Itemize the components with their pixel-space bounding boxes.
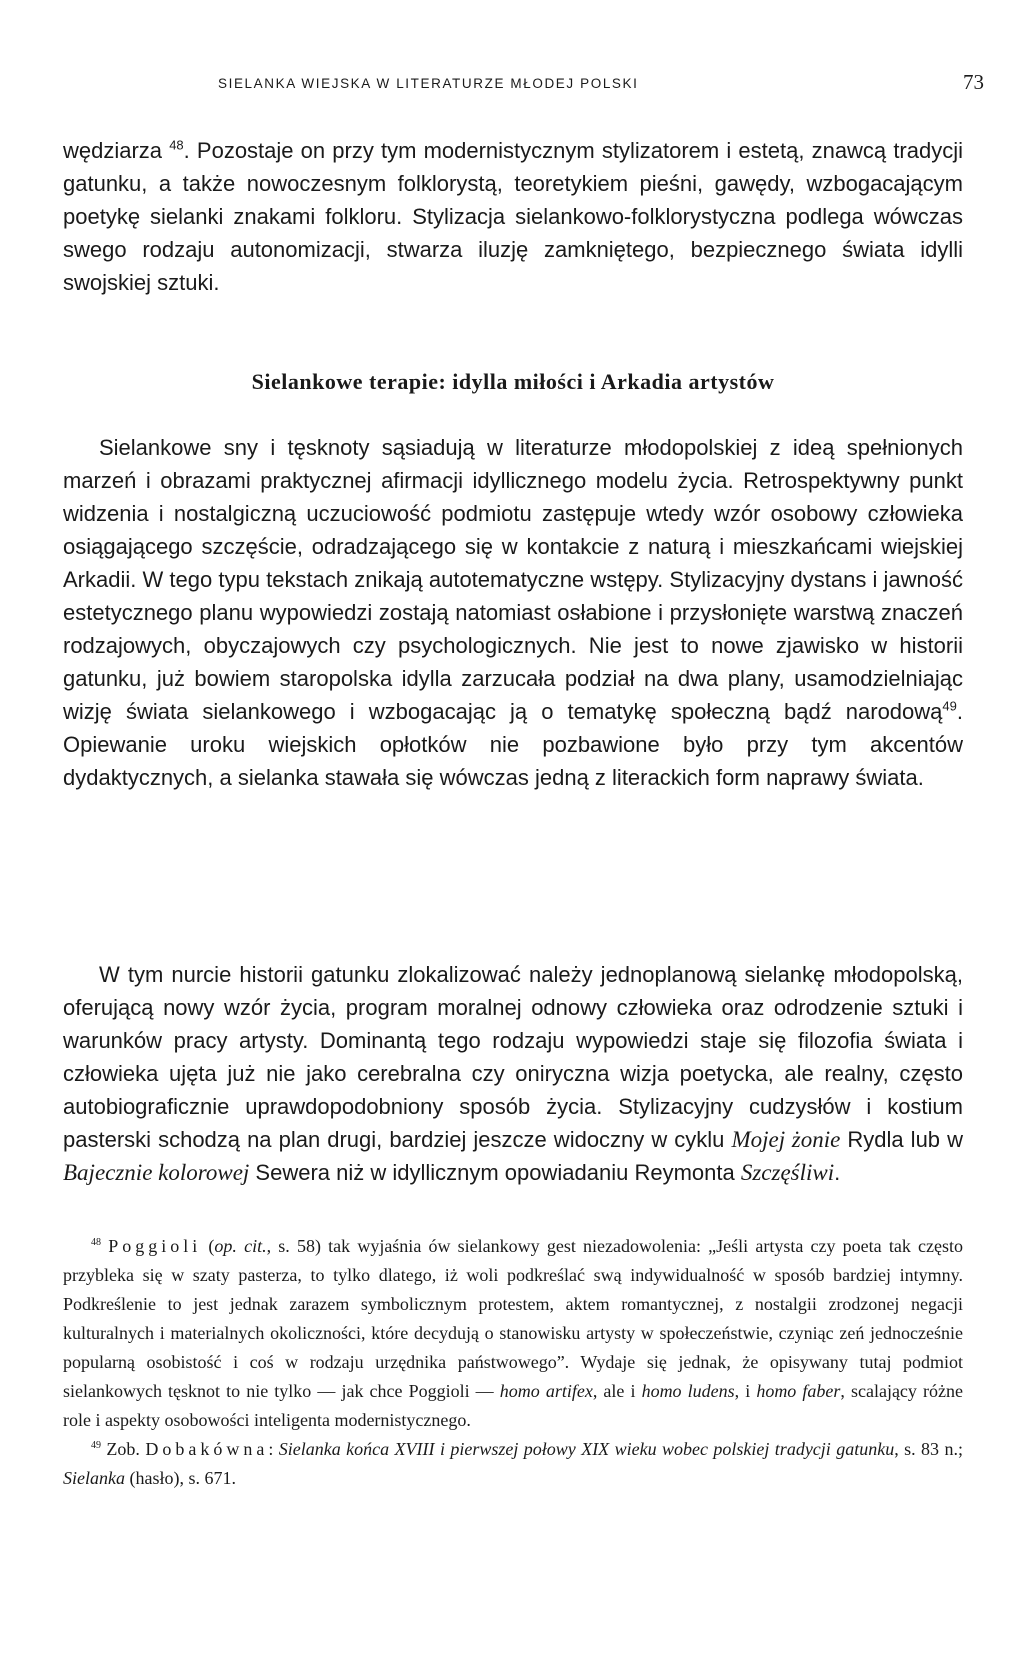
text-span: . Opiewanie uroku wiejskich opłotków nie pozbawione było przy tym akcentów dydaktycznych, a sielanka stawała się wówczas jedną z literackich form naprawy świata. (63, 699, 963, 790)
work-title: Sielanka końca XVIII i pierwszej połowy XIX wieku wobec polskiej tradycji gatunku (278, 1439, 895, 1459)
text-span: . Pozostaje on przy tym modernistycznym stylizatorem i estetą, znawcą tradycji gatunku, a także nowoczesnym folklorystą, teoretykiem pieśni, gawędy, wzbogacającym poetykę sielanki znakami folkloru. Stylizacja sielankowo-folklorystyczna podlega wówczas swego rodzaju autonomizacji, stwarza iluzję zamkniętego, bezpiecznego świata idylli swojskiej sztuki. (63, 138, 963, 295)
section-heading: Sielankowe terapie: idylla miłości i Arkadia artystów (251, 369, 775, 394)
latin-term: homo artifex (499, 1381, 593, 1401)
text-span: : (268, 1439, 279, 1459)
author-name: Poggioli (108, 1236, 202, 1256)
text-span: (hasło), s. 671. (124, 1468, 236, 1488)
running-head: SIELANKA WIEJSKA W LITERATURZE MŁODEJ POLSKI (218, 76, 639, 91)
footnotes (63, 1232, 963, 1493)
text-span: W tym nurcie historii gatunku zlokalizować należy jednoplanową sielankę młodopolską, oferującą nowy wzór życia, program moralnej odnowy człowieka oraz odrodzenie sztuki i warunków pracy artysty. Dominantą tego rodzaju wypowiedzi staje się filozofia świata i człowieka ujęta już nie jako cerebralna czy oniryczna wizja poetycka, ale realny, często autobiograficznie uprawdopodobniony sposób życia. Stylizacyjny cudzysłów i kostium pasterski schodzą na plan drugi, bardziej jeszcze widoczny w cyklu (63, 962, 963, 1152)
latin-term: homo ludens (641, 1381, 735, 1401)
text-span: Sielankowe sny i tęsknoty sąsiadują w literaturze młodopolskiej z ideą spełnionych marzeń i obrazami praktycznej afirmacji idyllicznego modelu życia. Retrospektywny punkt widzenia i nostalgiczną uczuciowość podmiotu zastępuje wtedy wzór osobowy człowieka osiągającego szczęście, odradzającego się w kontakcie z naturą i mieszkańcami wiejskiej Arkadii. W tego typu tekstach znikają autotematyczne wstępy. Stylizacyjny dystans i jawność estetycznego planu wypowiedzi zostają natomiast osłabione i przysłonięte warstwą znaczeń rodzajowych, obyczajowych czy psychologicznych. Nie jest to nowe zjawisko w historii gatunku, już bowiem staropolska idylla zarzucała podział na dwa plany, usamodzielniając wizję świata sielankowego i wzbogacając ją o tematykę społeczną bądź narodową (63, 435, 963, 724)
author-name: Dobakówna (145, 1439, 269, 1459)
text-span: , s. 58) tak wyjaśnia ów sielankowy gest niezadowolenia: „Jeśli artysta czy poeta tak często przybleka się w szaty pasterza, to tylko dlatego, iż woli podkreślać swą indywidualność w sposób bardziej intymny. Podkreślenie to jest jednak zarazem symbolicznym protestem, aktem romantycznej, z nostalgii zrodzonej negacji kulturalnych i materialnych okoliczności, które decydują o stanowisku artysty w społeczeństwie, czyniąc zeń jednocześnie popularną osobistość i coś w rodzaju urzędnika państwowego”. Wydaje się jednak, że opisywany tutaj podmiot sielankowych tęsknot to nie tylko — jak chce Poggioli — (63, 1236, 963, 1401)
text-span: , i (734, 1381, 757, 1401)
latin-term: homo faber (756, 1381, 841, 1401)
text-span: , ale i (592, 1381, 642, 1401)
footnote-number: 48 (91, 1237, 101, 1248)
footnote-ref-49[interactable]: 49 (942, 698, 957, 714)
text-span: Sewera niż w idyllicznym opowiadaniu Reymonta (249, 1160, 741, 1185)
text-span: Rydla lub w (840, 1127, 963, 1152)
work-title: Mojej żonie (731, 1127, 841, 1152)
text-span: ( (201, 1236, 215, 1256)
footnote-number: 49 (91, 1440, 101, 1451)
text-span: wędziarza (63, 138, 170, 163)
work-title: Szczęśliwi (740, 1160, 835, 1185)
work-title: Sielanka (63, 1468, 125, 1488)
citation-abbrev: op. cit. (214, 1236, 267, 1256)
text-span: . (834, 1160, 841, 1185)
text-span: , scalający różne role i aspekty osobowości inteligenta modernistycznego. (63, 1381, 963, 1430)
footnote-48 (63, 1232, 963, 1435)
paragraph-1 (63, 134, 963, 299)
page-number: 73 (963, 70, 984, 94)
text-span: , s. 83 n.; (894, 1439, 963, 1459)
work-title: Bajecznie kolorowej (63, 1160, 250, 1185)
paragraph-3 (63, 958, 963, 1189)
paragraph-2 (63, 431, 963, 794)
footnote-49 (63, 1435, 963, 1493)
footnote-ref-48[interactable]: 48 (169, 137, 184, 153)
text-span: Zob. (101, 1439, 146, 1459)
